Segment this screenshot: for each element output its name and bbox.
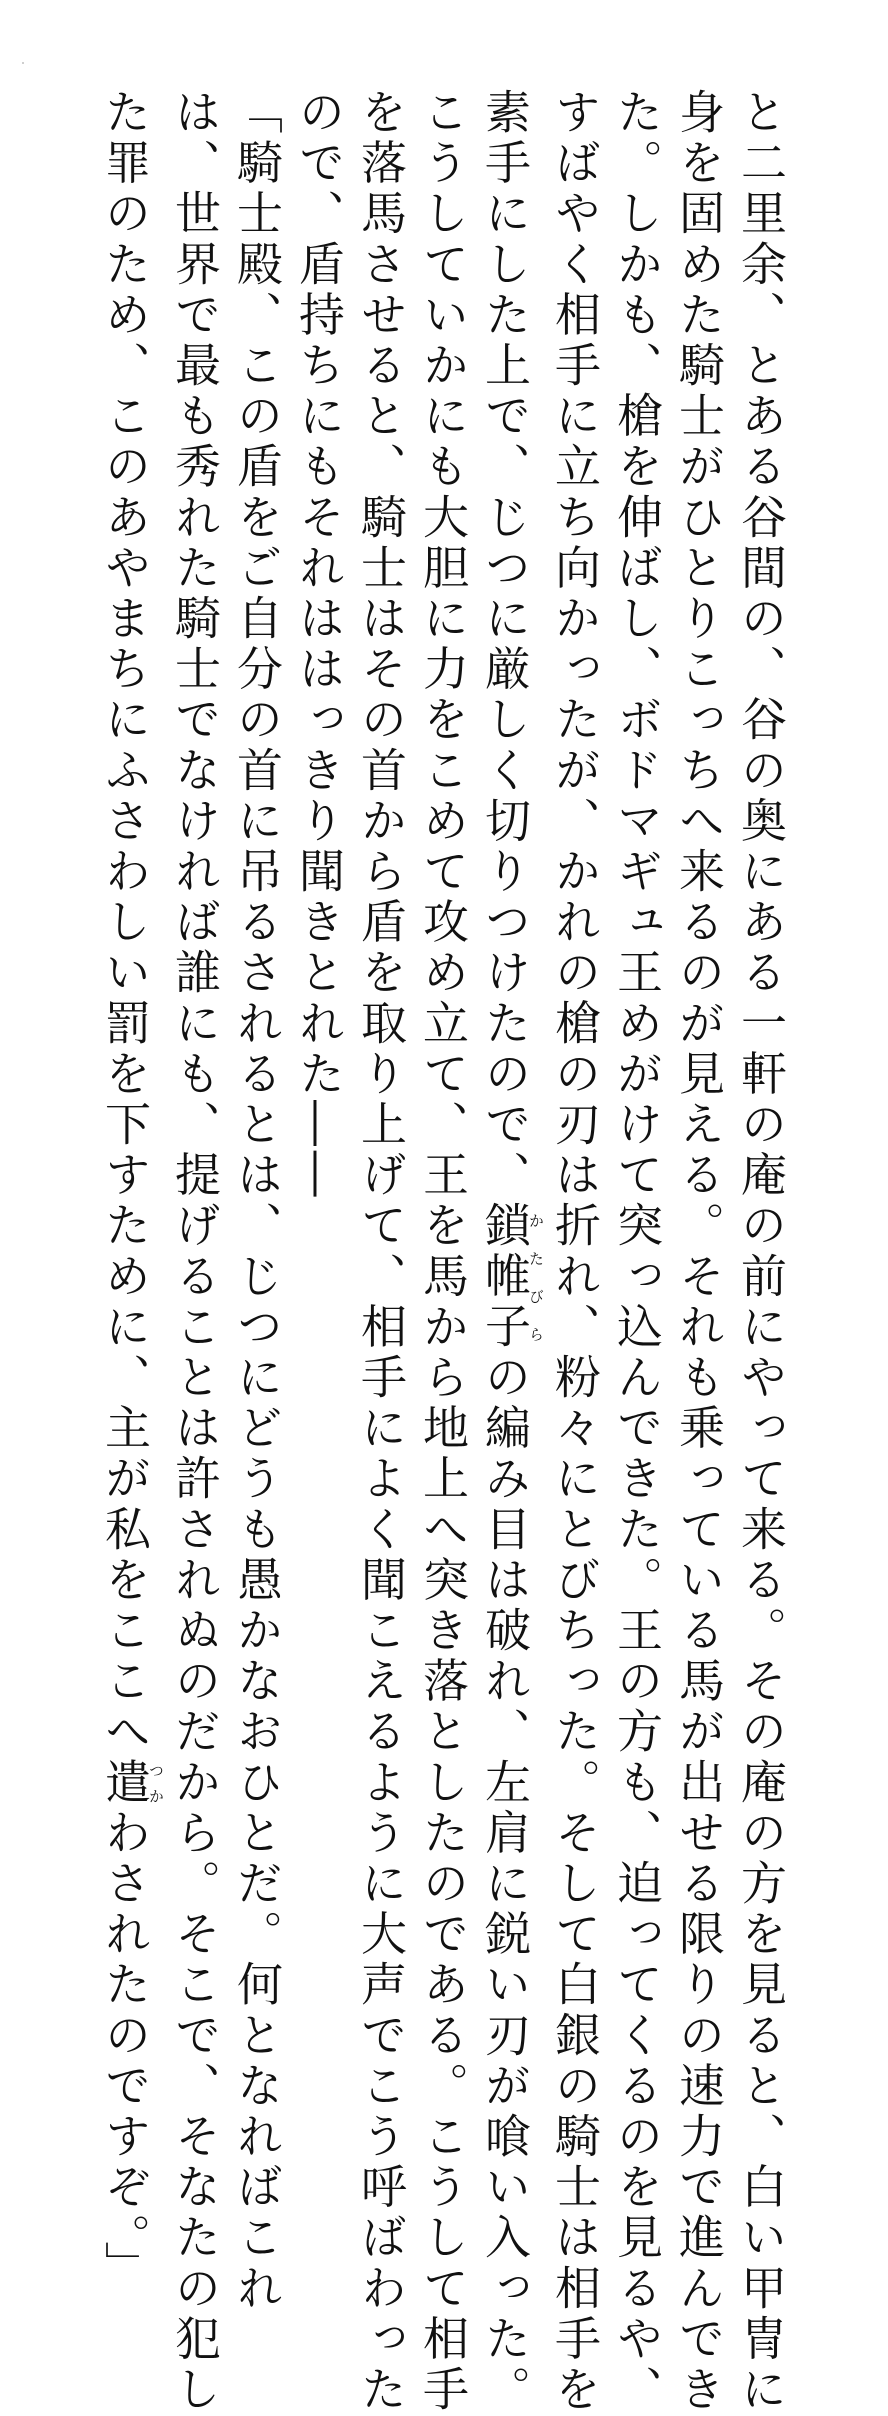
text-line: を落馬させると、騎士はその首から盾を取り上げて、相手によく聞こえるように大声でこう呼ばわった: [354, 88, 408, 2416]
text-segment: の編み目は破れ、左肩に鋭い刃が喰い入った。: [478, 1353, 532, 2416]
text-line-with-ruby: [94, 88, 165, 2292]
text-line: ので、盾持ちにもそれははっきり聞きとれた――: [292, 88, 346, 1202]
text-line: 身を固めた騎士がひとりこっちへ来るのが見える。それも乗っている馬が出せる限りの速力で進んでき: [672, 88, 726, 2416]
text-line: すばやく相手に立ち向かったが、かれの槍の刃は折れ、粉々にとびちった。そして白銀の騎士は相手を: [548, 88, 602, 2416]
text-line: と二里余、とある谷間の、谷の奥にある一軒の庵の前にやって来る。その庵の方を見ると、白い甲冑に: [734, 88, 788, 2416]
ruby-reading: かたびら: [527, 1201, 545, 1353]
text-line-with-ruby: [474, 88, 545, 2416]
text-segment: た罪のため、このあやまちにふさわしい罰を下すために、主が私をここへ: [98, 88, 152, 1758]
text-line: は、世界で最も秀れた騎士でなければ誰にも、提げることは許されぬのだから。そこで、そなたの犯し: [168, 88, 222, 2416]
ruby-reading: つか: [147, 1757, 165, 1809]
text-line: こうしていかにも大胆に力をこめて攻め立て、王を馬から地上へ突き落としたのである。こうして相手: [416, 88, 470, 2416]
text-line: 「騎士殿、この盾をご自分の首に吊るされるとは、じつにどうも愚かなおひとだ。何となればこれ: [230, 88, 284, 2315]
page-speck: [22, 62, 24, 64]
text-line: た。しかも、槍を伸ばし、ボドマギュ王めがけて突っ込んできた。王の方も、迫ってくるのを見るや、: [610, 88, 664, 2416]
ruby-annotation: [478, 1201, 545, 1354]
text-segment: 素手にした上で、じつに厳しく切りつけたので、: [478, 88, 532, 1202]
ruby-base: 遣: [98, 1757, 152, 1809]
vertical-text-body: [94, 88, 792, 2416]
text-segment: わされたのですぞ。」: [98, 1808, 152, 2292]
ruby-annotation: [98, 1757, 165, 1809]
ruby-base: 鎖帷子: [478, 1201, 532, 1354]
